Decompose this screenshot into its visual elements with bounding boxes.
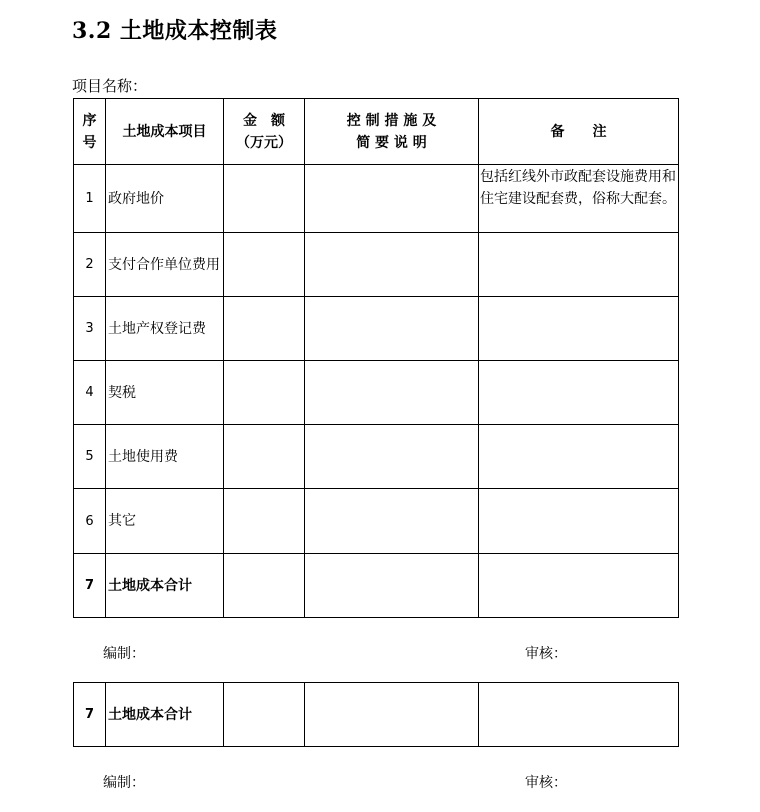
table-row [74, 297, 679, 361]
row-measures [305, 165, 479, 233]
total-item: 土地成本合计 [106, 554, 224, 618]
total-measures [305, 554, 479, 618]
header-measures: 控 制 措 施 及 简 要 说 明 [305, 99, 479, 165]
row-no: 5 [74, 425, 106, 489]
row-measures [305, 361, 479, 425]
row-remarks [479, 297, 679, 361]
header-seq: 序号 [74, 99, 106, 165]
row-remarks [479, 233, 679, 297]
row-remarks [479, 425, 679, 489]
table-row [74, 425, 679, 489]
reviewed-by-label: 审核： [525, 775, 567, 791]
table-row [74, 489, 679, 554]
row-item: 支付合作单位费用 [106, 233, 224, 297]
total-remarks [479, 554, 679, 618]
total-amount [224, 554, 305, 618]
total-item: 土地成本合计 [106, 683, 224, 747]
compiled-by-label: 编制： [103, 646, 145, 662]
row-item: 土地使用费 [106, 425, 224, 489]
total-measures [305, 683, 479, 747]
row-amount [224, 297, 305, 361]
table-header-row [74, 99, 679, 165]
total-no: 7 [74, 683, 106, 747]
row-measures [305, 297, 479, 361]
compiled-by-label: 编制： [103, 775, 145, 791]
total-row [74, 683, 679, 747]
total-row [74, 554, 679, 618]
header-remarks: 备 注 [479, 99, 679, 165]
row-item: 土地产权登记费 [106, 297, 224, 361]
row-no: 6 [74, 489, 106, 554]
row-measures [305, 425, 479, 489]
row-remarks: 包括红线外市政配套设施费用和住宅建设配套费，俗称大配套。 [479, 165, 679, 233]
header-item: 土地成本项目 [106, 99, 224, 165]
project-name-label: 项目名称： [72, 77, 148, 95]
total-amount [224, 683, 305, 747]
row-amount [224, 489, 305, 554]
row-remarks [479, 361, 679, 425]
row-item: 其它 [106, 489, 224, 554]
row-no: 1 [74, 165, 106, 233]
row-no: 2 [74, 233, 106, 297]
row-no: 3 [74, 297, 106, 361]
row-amount [224, 165, 305, 233]
total-no: 7 [74, 554, 106, 618]
total-remarks [479, 683, 679, 747]
repeat-total-table [73, 682, 679, 747]
row-amount [224, 361, 305, 425]
land-cost-table [73, 98, 679, 618]
table-row [74, 165, 679, 233]
row-measures [305, 233, 479, 297]
reviewed-by-label: 审核： [525, 646, 567, 662]
row-amount [224, 233, 305, 297]
table-row [74, 361, 679, 425]
row-no: 4 [74, 361, 106, 425]
row-amount [224, 425, 305, 489]
table-row [74, 233, 679, 297]
row-measures [305, 489, 479, 554]
header-amount: 金 额 （万元） [224, 99, 305, 165]
page-title: 3.2 土地成本控制表 [72, 18, 278, 44]
row-remarks [479, 489, 679, 554]
row-item: 契税 [106, 361, 224, 425]
row-item: 政府地价 [106, 165, 224, 233]
